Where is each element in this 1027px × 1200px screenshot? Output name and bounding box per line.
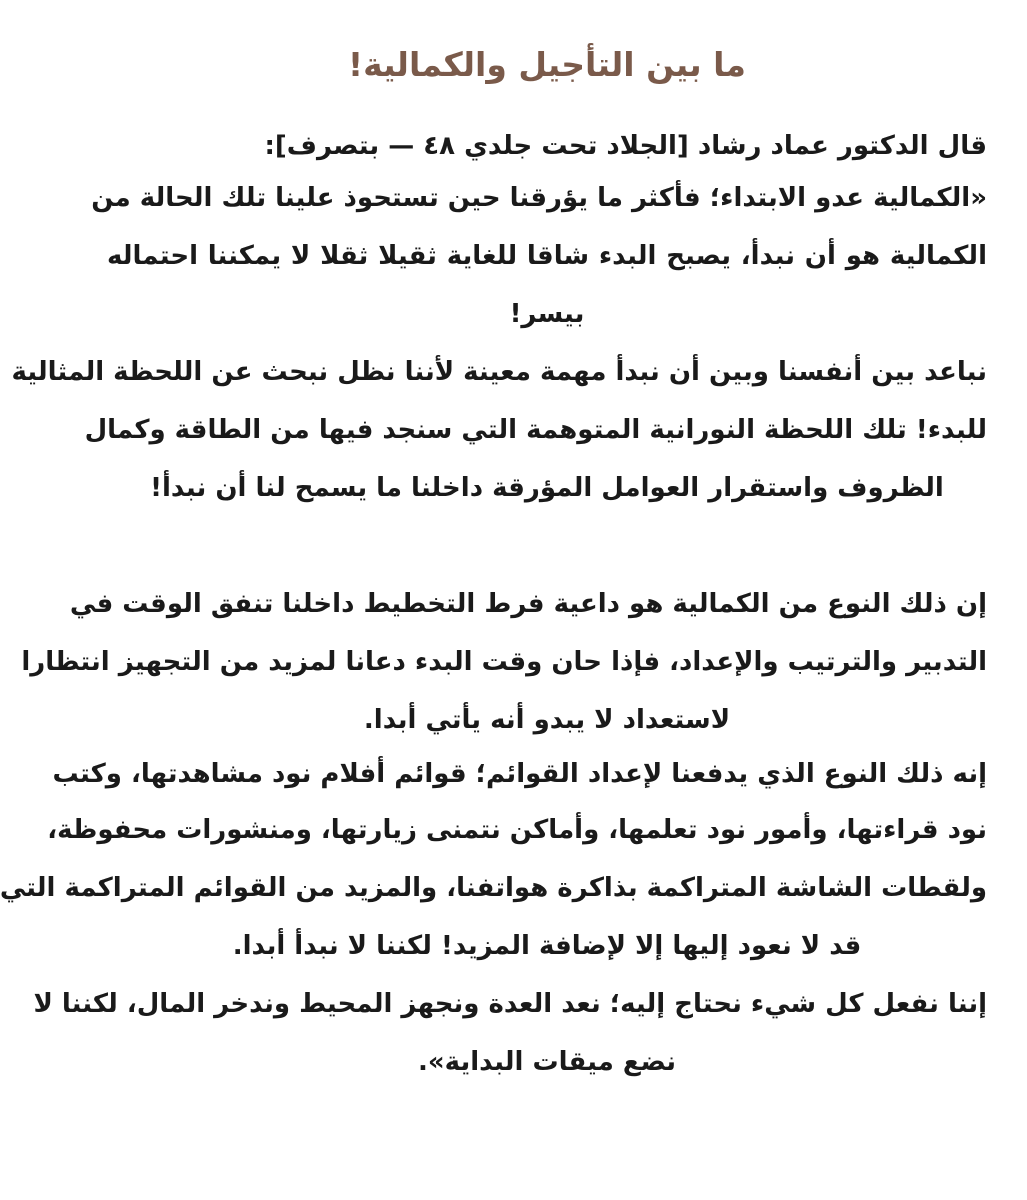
text-line: لاستعداد لا يبدو أنه يأتي أبدا.: [363, 705, 731, 735]
text-line: التدبير والترتيب والإعداد، فإذا حان وقت البدء دعانا لمزيد من التجهيز انتظارا: [21, 647, 987, 677]
text-line: بيسر!: [509, 299, 585, 329]
text-line: قال الدكتور عماد رشاد [الجلاد تحت جلدي ٤٨ — بتصرف]:: [264, 131, 987, 161]
text-line: للبدء! تلك اللحظة النورانية المتوهمة التي سنجد فيها من الطاقة وكمال: [84, 415, 987, 445]
text-line: نضع ميقات البداية».: [418, 1047, 676, 1077]
text-line: إن ذلك النوع من الكمالية هو داعية فرط التخطيط داخلنا تنفق الوقت في: [69, 589, 987, 619]
text-line: الظروف واستقرار العوامل المؤرقة داخلنا ما يسمح لنا أن نبدأ!: [150, 473, 944, 503]
text-line: إنه ذلك النوع الذي يدفعنا لإعداد القوائم؛ قوائم أفلام نود مشاهدتها، وكتب: [52, 759, 987, 789]
text-line: «الكمالية عدو الابتداء؛ فأكثر ما يؤرقنا حين تستحوذ علينا تلك الحالة من: [91, 183, 987, 213]
document-title: ما بين التأجيل والكمالية!: [348, 45, 746, 84]
text-line: قد لا نعود إليها إلا لإضافة المزيد! لكننا لا نبدأ أبدا.: [232, 931, 862, 961]
text-line: ولقطات الشاشة المتراكمة بذاكرة هواتفنا، والمزيد من القوائم المتراكمة التي: [0, 873, 987, 903]
text-line: نود قراءتها، وأمور نود تعلمها، وأماكن نتمنى زيارتها، ومنشورات محفوظة،: [47, 815, 987, 845]
text-line: الكمالية هو أن نبدأ، يصبح البدء شاقا للغاية ثقيلا ثقلا لا يمكننا احتماله: [107, 241, 987, 271]
text-line: نباعد بين أنفسنا وبين أن نبدأ مهمة معينة لأننا نظل نبحث عن اللحظة المثالية: [11, 357, 987, 387]
text-line: إننا نفعل كل شيء نحتاج إليه؛ نعد العدة ونجهز المحيط وندخر المال، لكننا لا: [33, 989, 987, 1019]
